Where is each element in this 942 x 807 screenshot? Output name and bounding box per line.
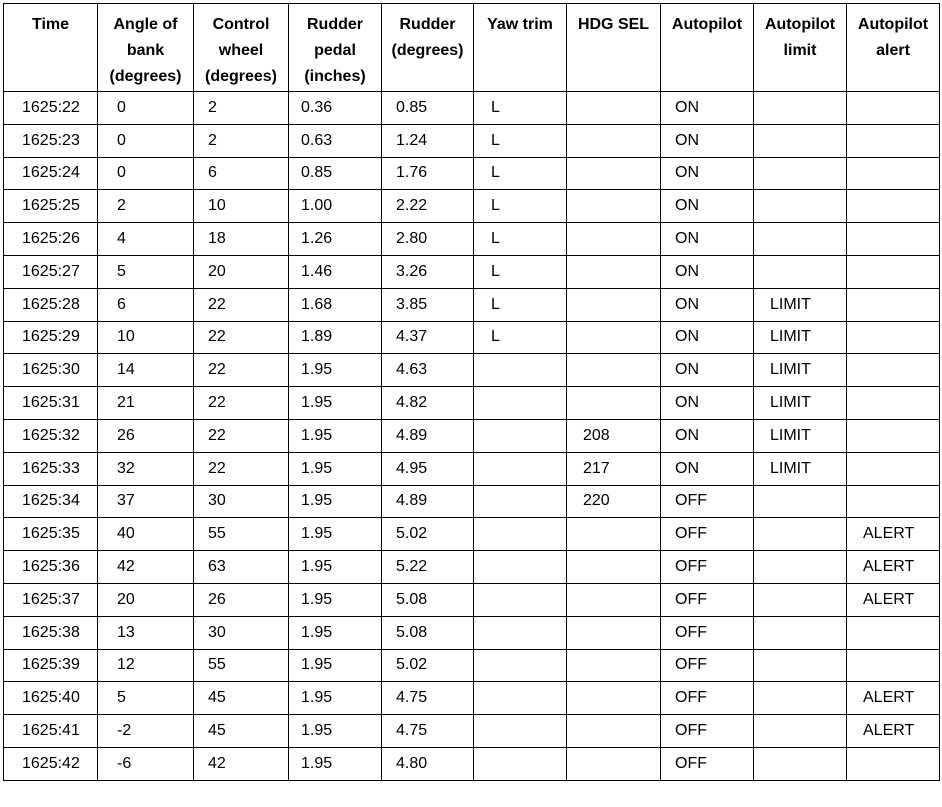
autopilot-cell: ON — [661, 157, 754, 190]
autopilot-alert-cell — [847, 747, 940, 780]
table-row — [4, 124, 940, 157]
autopilot-alert-cell: ALERT — [847, 682, 940, 715]
autopilot-alert-cell — [847, 452, 940, 485]
autopilot-alert-cell — [847, 92, 940, 125]
table-row — [4, 321, 940, 354]
bank-angle-cell: 32 — [98, 452, 194, 485]
time-cell: 1625:32 — [4, 419, 98, 452]
table-row — [4, 157, 940, 190]
header-angle-of-bank: Angle of bank (degrees) — [98, 4, 194, 92]
bank-angle-cell: 40 — [98, 518, 194, 551]
hdg-sel-cell — [567, 682, 661, 715]
control-wheel-cell: 63 — [194, 551, 289, 584]
autopilot-alert-cell — [847, 157, 940, 190]
control-wheel-cell: 45 — [194, 715, 289, 748]
control-wheel-cell: 2 — [194, 92, 289, 125]
table-row — [4, 485, 940, 518]
header-autopilot-alert: Autopilot alert — [847, 4, 940, 92]
autopilot-alert-cell — [847, 255, 940, 288]
control-wheel-cell: 22 — [194, 387, 289, 420]
autopilot-limit-cell: LIMIT — [754, 288, 847, 321]
rudder-cell: 0.85 — [382, 92, 474, 125]
yaw-trim-cell: L — [474, 92, 567, 125]
header-autopilot: Autopilot — [661, 4, 754, 92]
rudder-pedal-cell: 1.95 — [289, 551, 382, 584]
autopilot-limit-cell — [754, 92, 847, 125]
bank-angle-cell: 2 — [98, 190, 194, 223]
time-cell: 1625:40 — [4, 682, 98, 715]
hdg-sel-cell — [567, 321, 661, 354]
rudder-cell: 4.89 — [382, 419, 474, 452]
control-wheel-cell: 42 — [194, 747, 289, 780]
rudder-cell: 5.08 — [382, 583, 474, 616]
yaw-trim-cell: L — [474, 321, 567, 354]
autopilot-cell: ON — [661, 354, 754, 387]
yaw-trim-cell: L — [474, 157, 567, 190]
rudder-cell: 4.75 — [382, 715, 474, 748]
control-wheel-cell: 20 — [194, 255, 289, 288]
bank-angle-cell: 14 — [98, 354, 194, 387]
hdg-sel-cell — [567, 387, 661, 420]
control-wheel-cell: 10 — [194, 190, 289, 223]
hdg-sel-cell — [567, 92, 661, 125]
rudder-cell: 4.63 — [382, 354, 474, 387]
bank-angle-cell: 6 — [98, 288, 194, 321]
bank-angle-cell: 0 — [98, 124, 194, 157]
yaw-trim-cell — [474, 649, 567, 682]
control-wheel-cell: 2 — [194, 124, 289, 157]
header-control-wheel: Control wheel (degrees) — [194, 4, 289, 92]
hdg-sel-cell: 217 — [567, 452, 661, 485]
time-cell: 1625:41 — [4, 715, 98, 748]
hdg-sel-cell — [567, 354, 661, 387]
table-row — [4, 715, 940, 748]
rudder-pedal-cell: 0.85 — [289, 157, 382, 190]
rudder-cell: 5.02 — [382, 649, 474, 682]
header-rudder: Rudder (degrees) — [382, 4, 474, 92]
table-row — [4, 223, 940, 256]
autopilot-limit-cell: LIMIT — [754, 387, 847, 420]
rudder-pedal-cell: 1.95 — [289, 583, 382, 616]
autopilot-cell: ON — [661, 288, 754, 321]
autopilot-limit-cell: LIMIT — [754, 419, 847, 452]
rudder-pedal-cell: 1.95 — [289, 616, 382, 649]
hdg-sel-cell — [567, 255, 661, 288]
yaw-trim-cell: L — [474, 190, 567, 223]
autopilot-cell: OFF — [661, 616, 754, 649]
time-cell: 1625:22 — [4, 92, 98, 125]
time-cell: 1625:33 — [4, 452, 98, 485]
autopilot-cell: ON — [661, 321, 754, 354]
rudder-cell: 4.80 — [382, 747, 474, 780]
hdg-sel-cell — [567, 124, 661, 157]
rudder-pedal-cell: 1.95 — [289, 452, 382, 485]
bank-angle-cell: 37 — [98, 485, 194, 518]
bank-angle-cell: 0 — [98, 157, 194, 190]
rudder-cell: 4.75 — [382, 682, 474, 715]
yaw-trim-cell — [474, 485, 567, 518]
autopilot-alert-cell — [847, 124, 940, 157]
rudder-cell: 4.82 — [382, 387, 474, 420]
autopilot-limit-cell: LIMIT — [754, 354, 847, 387]
autopilot-alert-cell — [847, 190, 940, 223]
yaw-trim-cell — [474, 518, 567, 551]
autopilot-cell: OFF — [661, 682, 754, 715]
table-row — [4, 583, 940, 616]
autopilot-cell: ON — [661, 92, 754, 125]
yaw-trim-cell — [474, 583, 567, 616]
autopilot-alert-cell — [847, 223, 940, 256]
time-cell: 1625:42 — [4, 747, 98, 780]
rudder-pedal-cell: 1.46 — [289, 255, 382, 288]
autopilot-alert-cell — [847, 485, 940, 518]
autopilot-alert-cell — [847, 616, 940, 649]
rudder-cell: 5.22 — [382, 551, 474, 584]
time-cell: 1625:38 — [4, 616, 98, 649]
rudder-cell: 3.26 — [382, 255, 474, 288]
autopilot-alert-cell — [847, 354, 940, 387]
table-row — [4, 682, 940, 715]
bank-angle-cell: 42 — [98, 551, 194, 584]
autopilot-cell: ON — [661, 190, 754, 223]
hdg-sel-cell — [567, 551, 661, 584]
autopilot-limit-cell: LIMIT — [754, 452, 847, 485]
bank-angle-cell: -6 — [98, 747, 194, 780]
control-wheel-cell: 22 — [194, 354, 289, 387]
rudder-cell: 1.76 — [382, 157, 474, 190]
autopilot-cell: OFF — [661, 649, 754, 682]
autopilot-alert-cell: ALERT — [847, 583, 940, 616]
bank-angle-cell: 13 — [98, 616, 194, 649]
rudder-pedal-cell: 1.26 — [289, 223, 382, 256]
time-cell: 1625:30 — [4, 354, 98, 387]
autopilot-limit-cell — [754, 157, 847, 190]
autopilot-limit-cell — [754, 682, 847, 715]
hdg-sel-cell — [567, 223, 661, 256]
table-row — [4, 387, 940, 420]
control-wheel-cell: 30 — [194, 616, 289, 649]
hdg-sel-cell — [567, 288, 661, 321]
autopilot-alert-cell — [847, 387, 940, 420]
autopilot-cell: OFF — [661, 551, 754, 584]
hdg-sel-cell — [567, 715, 661, 748]
hdg-sel-cell — [567, 157, 661, 190]
hdg-sel-cell: 208 — [567, 419, 661, 452]
autopilot-alert-cell — [847, 288, 940, 321]
bank-angle-cell: 20 — [98, 583, 194, 616]
table-row — [4, 518, 940, 551]
autopilot-cell: OFF — [661, 747, 754, 780]
header-autopilot-limit: Autopilot limit — [754, 4, 847, 92]
autopilot-cell: ON — [661, 255, 754, 288]
table-row — [4, 190, 940, 223]
autopilot-cell: OFF — [661, 583, 754, 616]
yaw-trim-cell — [474, 387, 567, 420]
rudder-cell: 1.24 — [382, 124, 474, 157]
rudder-cell: 2.22 — [382, 190, 474, 223]
autopilot-limit-cell — [754, 124, 847, 157]
autopilot-limit-cell — [754, 255, 847, 288]
autopilot-limit-cell — [754, 190, 847, 223]
hdg-sel-cell — [567, 583, 661, 616]
yaw-trim-cell — [474, 747, 567, 780]
time-cell: 1625:31 — [4, 387, 98, 420]
time-cell: 1625:25 — [4, 190, 98, 223]
autopilot-cell: OFF — [661, 485, 754, 518]
autopilot-limit-cell — [754, 518, 847, 551]
autopilot-alert-cell: ALERT — [847, 551, 940, 584]
rudder-pedal-cell: 1.95 — [289, 715, 382, 748]
autopilot-alert-cell: ALERT — [847, 518, 940, 551]
autopilot-cell: ON — [661, 452, 754, 485]
time-cell: 1625:37 — [4, 583, 98, 616]
bank-angle-cell: 10 — [98, 321, 194, 354]
yaw-trim-cell — [474, 419, 567, 452]
hdg-sel-cell — [567, 518, 661, 551]
hdg-sel-cell — [567, 190, 661, 223]
rudder-pedal-cell: 1.95 — [289, 419, 382, 452]
bank-angle-cell: 5 — [98, 255, 194, 288]
table-row — [4, 354, 940, 387]
time-cell: 1625:39 — [4, 649, 98, 682]
autopilot-cell: ON — [661, 124, 754, 157]
autopilot-limit-cell: LIMIT — [754, 321, 847, 354]
rudder-pedal-cell: 1.68 — [289, 288, 382, 321]
control-wheel-cell: 55 — [194, 518, 289, 551]
time-cell: 1625:35 — [4, 518, 98, 551]
autopilot-alert-cell — [847, 419, 940, 452]
yaw-trim-cell — [474, 551, 567, 584]
table-row — [4, 747, 940, 780]
yaw-trim-cell — [474, 682, 567, 715]
header-rudder-pedal: Rudder pedal (inches) — [289, 4, 382, 92]
autopilot-cell: ON — [661, 223, 754, 256]
table-row — [4, 452, 940, 485]
autopilot-limit-cell — [754, 616, 847, 649]
rudder-pedal-cell: 1.95 — [289, 747, 382, 780]
rudder-cell: 5.02 — [382, 518, 474, 551]
table-row — [4, 288, 940, 321]
time-cell: 1625:23 — [4, 124, 98, 157]
rudder-pedal-cell: 1.00 — [289, 190, 382, 223]
flight-data-table — [3, 3, 940, 781]
autopilot-limit-cell — [754, 223, 847, 256]
yaw-trim-cell: L — [474, 288, 567, 321]
control-wheel-cell: 22 — [194, 321, 289, 354]
rudder-cell: 2.80 — [382, 223, 474, 256]
time-cell: 1625:26 — [4, 223, 98, 256]
autopilot-alert-cell — [847, 321, 940, 354]
header-hdg-sel: HDG SEL — [567, 4, 661, 92]
rudder-pedal-cell: 0.63 — [289, 124, 382, 157]
yaw-trim-cell: L — [474, 255, 567, 288]
table-row — [4, 616, 940, 649]
bank-angle-cell: 26 — [98, 419, 194, 452]
yaw-trim-cell — [474, 354, 567, 387]
header-yaw-trim: Yaw trim — [474, 4, 567, 92]
rudder-pedal-cell: 1.89 — [289, 321, 382, 354]
control-wheel-cell: 26 — [194, 583, 289, 616]
time-cell: 1625:27 — [4, 255, 98, 288]
bank-angle-cell: 0 — [98, 92, 194, 125]
autopilot-alert-cell — [847, 649, 940, 682]
rudder-cell: 4.89 — [382, 485, 474, 518]
bank-angle-cell: 21 — [98, 387, 194, 420]
time-cell: 1625:34 — [4, 485, 98, 518]
autopilot-cell: OFF — [661, 715, 754, 748]
rudder-pedal-cell: 0.36 — [289, 92, 382, 125]
hdg-sel-cell — [567, 747, 661, 780]
table-row — [4, 255, 940, 288]
rudder-pedal-cell: 1.95 — [289, 485, 382, 518]
control-wheel-cell: 22 — [194, 419, 289, 452]
control-wheel-cell: 6 — [194, 157, 289, 190]
rudder-cell: 5.08 — [382, 616, 474, 649]
table-row — [4, 92, 940, 125]
autopilot-limit-cell — [754, 747, 847, 780]
bank-angle-cell: 4 — [98, 223, 194, 256]
rudder-pedal-cell: 1.95 — [289, 354, 382, 387]
hdg-sel-cell — [567, 649, 661, 682]
bank-angle-cell: -2 — [98, 715, 194, 748]
yaw-trim-cell — [474, 616, 567, 649]
autopilot-alert-cell: ALERT — [847, 715, 940, 748]
yaw-trim-cell: L — [474, 124, 567, 157]
rudder-pedal-cell: 1.95 — [289, 649, 382, 682]
bank-angle-cell: 12 — [98, 649, 194, 682]
header-row — [4, 4, 940, 92]
hdg-sel-cell — [567, 616, 661, 649]
autopilot-cell: OFF — [661, 518, 754, 551]
autopilot-limit-cell — [754, 485, 847, 518]
rudder-pedal-cell: 1.95 — [289, 518, 382, 551]
autopilot-cell: ON — [661, 419, 754, 452]
rudder-cell: 4.95 — [382, 452, 474, 485]
control-wheel-cell: 22 — [194, 452, 289, 485]
control-wheel-cell: 45 — [194, 682, 289, 715]
autopilot-cell: ON — [661, 387, 754, 420]
time-cell: 1625:28 — [4, 288, 98, 321]
bank-angle-cell: 5 — [98, 682, 194, 715]
autopilot-limit-cell — [754, 715, 847, 748]
header-time: Time — [4, 4, 98, 92]
autopilot-limit-cell — [754, 551, 847, 584]
table-row — [4, 419, 940, 452]
rudder-cell: 4.37 — [382, 321, 474, 354]
rudder-pedal-cell: 1.95 — [289, 387, 382, 420]
time-cell: 1625:29 — [4, 321, 98, 354]
yaw-trim-cell — [474, 452, 567, 485]
rudder-pedal-cell: 1.95 — [289, 682, 382, 715]
hdg-sel-cell: 220 — [567, 485, 661, 518]
table-row — [4, 649, 940, 682]
yaw-trim-cell — [474, 715, 567, 748]
autopilot-limit-cell — [754, 649, 847, 682]
rudder-cell: 3.85 — [382, 288, 474, 321]
control-wheel-cell: 30 — [194, 485, 289, 518]
autopilot-limit-cell — [754, 583, 847, 616]
time-cell: 1625:24 — [4, 157, 98, 190]
table-row — [4, 551, 940, 584]
control-wheel-cell: 55 — [194, 649, 289, 682]
time-cell: 1625:36 — [4, 551, 98, 584]
control-wheel-cell: 18 — [194, 223, 289, 256]
yaw-trim-cell: L — [474, 223, 567, 256]
table-body — [4, 92, 940, 781]
control-wheel-cell: 22 — [194, 288, 289, 321]
